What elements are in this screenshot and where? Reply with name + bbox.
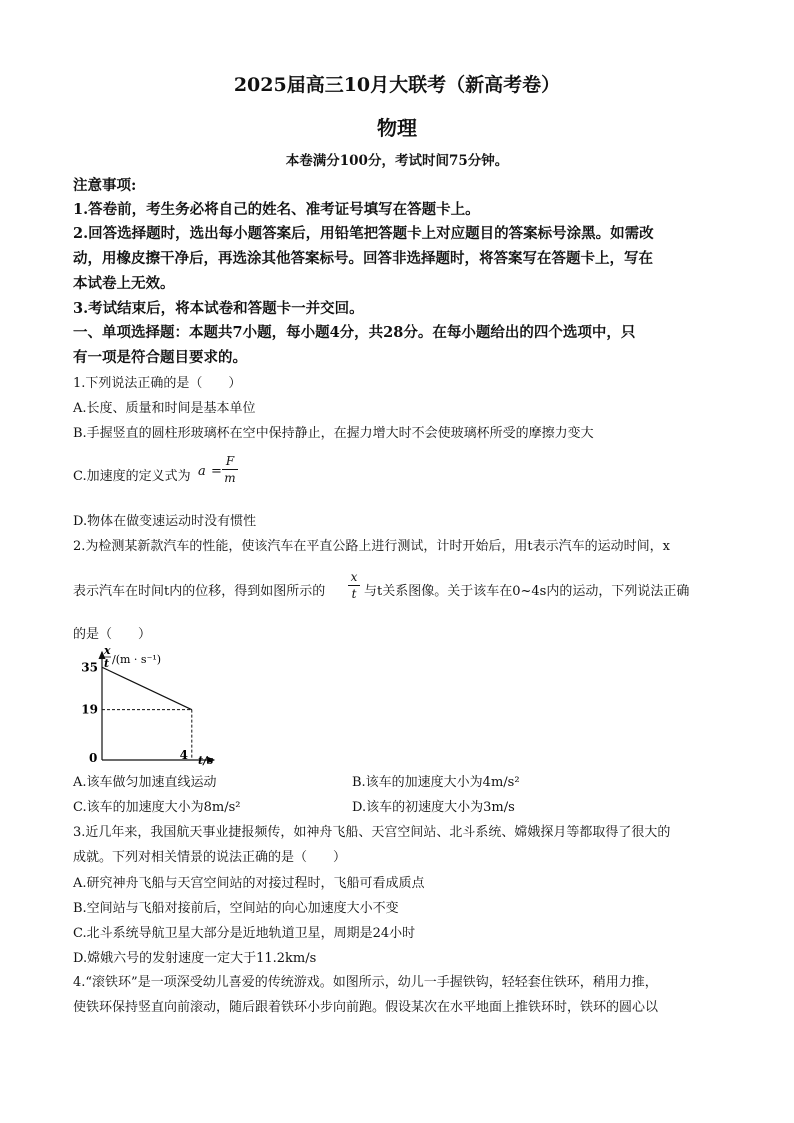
q2-line-2-b: 与t关系图像。关于该车在0~4s内的运动，下列说法正确: [364, 584, 690, 599]
series-line: [102, 667, 192, 709]
q2-fraction-denominator: t: [351, 587, 357, 601]
q3-option-a: A.研究神舟飞船与天宫空间站的对接过程时，飞船可看成质点: [73, 876, 425, 891]
q1-option-b: B.手握竖直的圆柱形玻璃杯在空中保持静止，在握力增大时不会使玻璃杯所受的摩擦力变大: [73, 426, 594, 441]
y-tick-label-19: 19: [81, 702, 98, 717]
notice-item-2-line-1: 2.回答选择题时，选出每小题答案后，用铅笔把答题卡上对应题目的答案标号涂黑。如需改: [73, 225, 654, 242]
q2-x-over-t-fraction: [348, 570, 360, 601]
x-tick-label-4: 4: [179, 748, 188, 762]
q2-fraction-numerator: x: [350, 570, 358, 584]
q1-option-a: A.长度、质量和时间是基本单位: [73, 401, 256, 416]
origin-label: 0: [89, 751, 98, 765]
q1-option-c-var: a: [198, 464, 206, 479]
q3-option-b: B.空间站与飞船对接前后，空间站的向心加速度大小不变: [73, 901, 399, 916]
q3-line-1: 3.近几年来，我国航天事业捷报频传，如神舟飞船、天宫空间站、北斗系统、嫦娥探月等都取得了很大的: [73, 825, 671, 840]
x-axis-label: t/s: [198, 754, 214, 767]
q1-option-c-eq: =: [211, 464, 222, 479]
notice-item-3: 3.考试结束后，将本试卷和答题卡一并交回。: [73, 300, 364, 317]
q1-option-d: D.物体在做变速运动时没有惯性: [73, 514, 257, 529]
y-axis-label-numerator: x: [104, 644, 111, 657]
fraction-bar: [222, 469, 238, 470]
q2-option-a: A.该车做匀加速直线运动: [73, 775, 217, 790]
q3-option-c: C.北斗系统导航卫星大部分是近地轨道卫星，周期是24小时: [73, 926, 416, 941]
y-axis-label-unit: /(m · s⁻¹): [112, 653, 162, 666]
q2-option-d: D.该车的初速度大小为3m/s: [352, 800, 515, 815]
x-over-t-graph: [72, 642, 222, 768]
q2-line-2-a: 表示汽车在时间t内的位移，得到如图所示的: [73, 584, 326, 599]
q4-line-2: 使铁环保持竖直向前滚动，随后跟着铁环小步向前跑。假设某次在水平地面上推铁环时，铁环的圆心以: [73, 1000, 659, 1015]
section-1-line-1: 一、单项选择题：本题共7小题，每小题4分，共28分。在每小题给出的四个选项中，只: [73, 324, 636, 341]
subject-title: 物理: [377, 116, 417, 140]
q1-option-c-fraction: [222, 454, 238, 485]
y-axis-label-denominator: t: [104, 657, 110, 670]
notice-item-2-line-3: 本试卷上无效。: [73, 275, 175, 292]
notice-heading: 注意事项:: [73, 177, 137, 194]
q2-option-c: C.该车的加速度大小为8m/s²: [73, 800, 241, 815]
fraction-bar: [348, 585, 360, 586]
q1-fraction-denominator: m: [224, 471, 236, 485]
q2-option-b: B.该车的加速度大小为4m/s²: [352, 775, 520, 790]
q1-fraction-numerator: F: [225, 454, 235, 468]
q1-stem: 1.下列说法正确的是（ ）: [73, 376, 242, 391]
q3-line-2: 成就。下列对相关情景的说法正确的是（ ）: [73, 850, 347, 865]
exam-title: 2025届高三10月大联考（新高考卷）: [233, 74, 561, 96]
exam-meta: 本卷满分100分，考试时间75分钟。: [285, 153, 509, 169]
q1-option-c-prefix: C.加速度的定义式为: [73, 469, 191, 484]
notice-item-1: 1.答卷前，考生务必将自己的姓名、准考证号填写在答题卡上。: [73, 201, 480, 218]
q3-option-d: D.嫦娥六号的发射速度一定大于11.2km/s: [73, 951, 317, 966]
q4-line-1: 4.“滚铁环”是一项深受幼儿喜爱的传统游戏。如图所示，幼儿一手握铁钩，轻轻套住铁环，稍用力推，: [73, 975, 658, 990]
q2-line-3: 的是（ ）: [73, 627, 152, 642]
q2-line-1: 2.为检测某新款汽车的性能，使该汽车在平直公路上进行测试，计时开始后，用t表示汽车的运动时间，x: [73, 539, 670, 554]
section-1-line-2: 有一项是符合题目要求的。: [73, 349, 247, 366]
notice-item-2-line-2: 动，用橡皮擦干净后，再选涂其他答案标号。回答非选择题时，将答案写在答题卡上，写在: [73, 250, 653, 267]
y-tick-label-35: 35: [81, 660, 98, 675]
